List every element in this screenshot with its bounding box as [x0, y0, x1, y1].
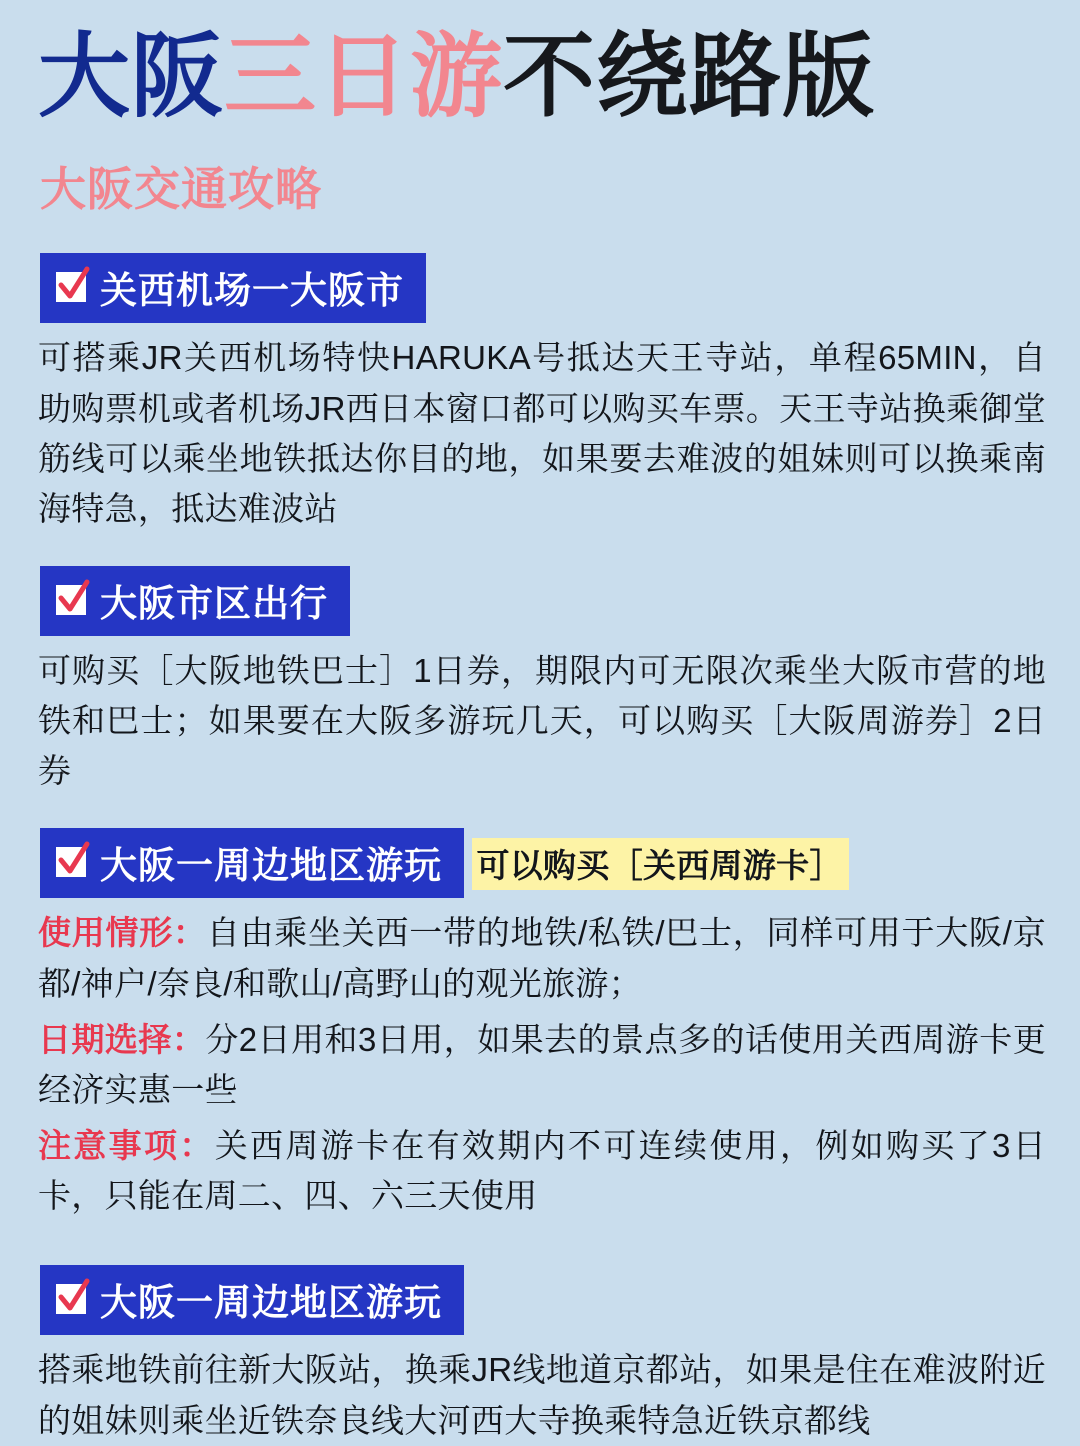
detail-row-usage: [38, 908, 1046, 1008]
check-icon: [56, 847, 86, 877]
check-icon: [56, 272, 86, 302]
detail-separator: ：: [171, 1020, 206, 1058]
section-body-airport-to-city: 可搭乘JR关西机场特快HARUKA号抵达天王寺站，单程65MIN，自助购票机或者机场JR西日本窗口都可以购买车票。天王寺站换乘御堂筋线可以乘坐地铁抵达你目的地，如果要去难波的姐妹则可以换乘南海特急，抵达难波站: [38, 339, 1046, 527]
section-heading-airport-to-city: [40, 253, 426, 323]
section-heading-city-transit: [40, 566, 350, 636]
section-heading-label: 关西机场一大阪市: [100, 270, 404, 312]
page-title: [38, 28, 1046, 127]
detail-key: 注意事项: [38, 1127, 180, 1165]
detail-separator: ：: [173, 914, 207, 952]
section-heading-surrounding-areas: [40, 828, 464, 898]
section-body-surrounding-areas-2: 搭乘地铁前往新大阪站，换乘JR线地道京都站，如果是住在难波附近的姐妹则乘坐近铁奈良线大河西大寺换乘特急近铁京都线: [38, 1351, 1046, 1439]
check-icon: [56, 585, 86, 615]
detail-row-date-choice: [38, 1015, 1046, 1115]
detail-value: 分2日用和3日用，如果去的景点多的话使用关西周游卡更经济实惠一些: [38, 1020, 1046, 1108]
detail-key: 使用情形: [38, 914, 173, 952]
title-segment-pink: 三日游: [224, 26, 504, 128]
section-body-city-transit: 可购买［大阪地铁巴士］1日券，期限内可无限次乘坐大阪市营的地铁和巴士；如果要在大阪多游玩几天，可以购买［大阪周游券］2日券: [38, 651, 1046, 790]
detail-separator: ：: [179, 1127, 215, 1165]
check-icon: [56, 1284, 86, 1314]
highlighted-note-kansai-pass: 可以购买［关西周游卡］: [472, 838, 848, 890]
section-heading-surrounding-areas-2: [40, 1265, 464, 1335]
detail-value: 关西周游卡在有效期内不可连续使用，例如购买了3日卡，只能在周二、四、六三天使用: [38, 1127, 1046, 1215]
section-heading-label: 大阪一周边地区游玩: [100, 845, 442, 887]
title-segment-dark: 不绕路版: [503, 26, 876, 128]
page-subtitle: 大阪交通攻略: [40, 163, 322, 216]
detail-key: 日期选择: [38, 1020, 172, 1058]
section-heading-label: 大阪一周边地区游玩: [100, 1282, 442, 1324]
detail-row-notes: [38, 1121, 1046, 1221]
detail-value: 自由乘坐关西一带的地铁/私铁/巴士，同样可用于大阪/京都/神户/奈良/和歌山/高野山的观光旅游；: [38, 914, 1046, 1002]
title-segment-navy: 大阪: [38, 26, 225, 128]
section-heading-label: 大阪市区出行: [100, 582, 328, 624]
